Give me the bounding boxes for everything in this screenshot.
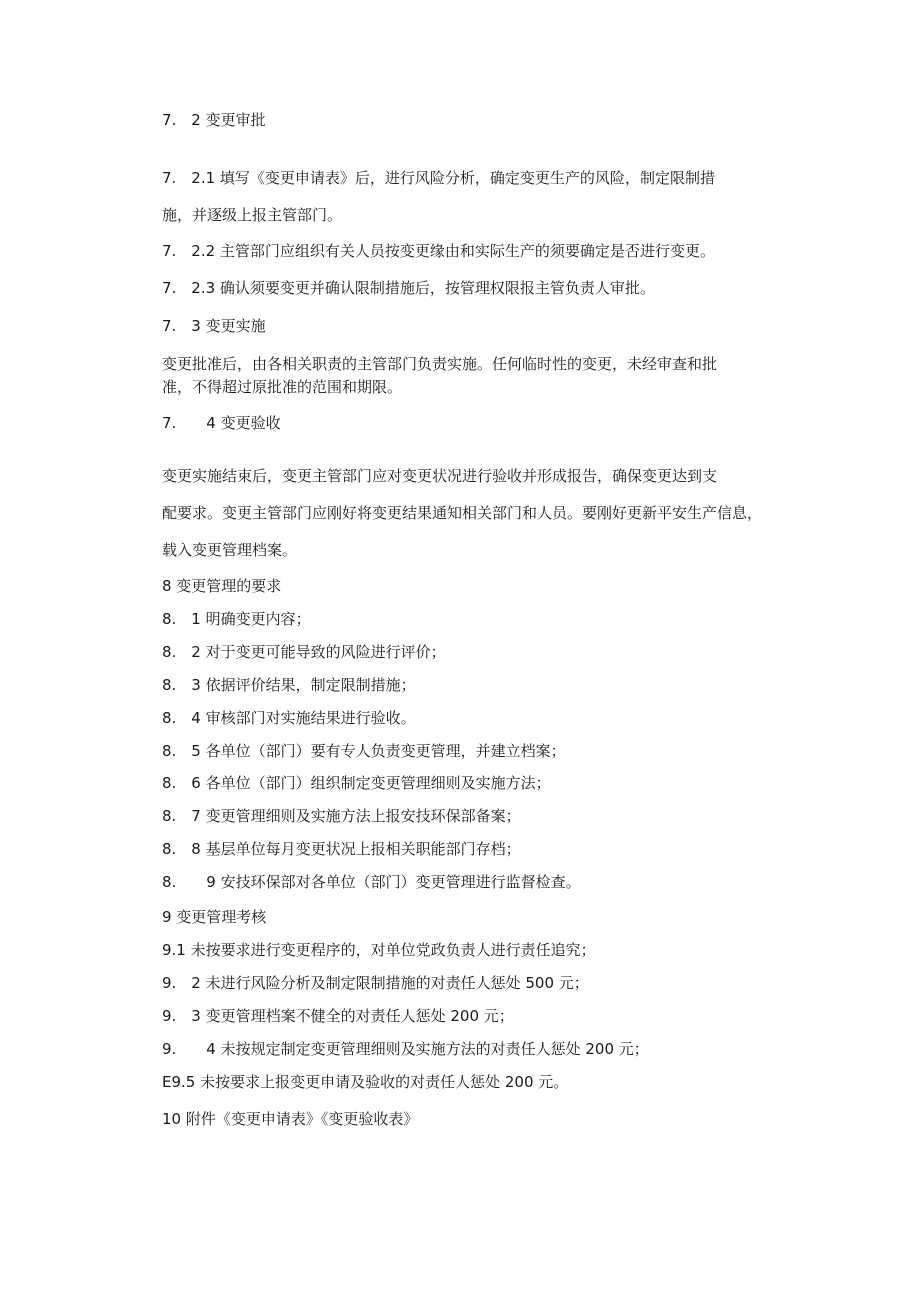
list-item: 8. 5 各单位（部门）要有专人负责变更管理，并建立档案；: [162, 742, 566, 760]
section-7-4-para-line-2: 配要求。变更主管部门应刚好将变更结果通知相关部门和人员。要刚好更新平安生产信息，: [162, 504, 763, 522]
list-item: 8. 7 变更管理细则及实施方法上报安技环保部备案；: [162, 807, 521, 825]
list-item: 8. 8 基层单位每月变更状况上报相关职能部门存档；: [162, 840, 521, 858]
section-7-2-heading: 7. 2 变更审批: [162, 111, 266, 129]
item-7-2-3: 7. 2.3 确认须要变更并确认限制措施后，按管理权限报主管负责人审批。: [162, 279, 655, 297]
list-item: 9. 4 未按规定制定变更管理细则及实施方法的对责任人惩处 200 元；: [162, 1040, 649, 1058]
section-7-3-para-line-1: 变更批准后，由各相关职责的主管部门负责实施。任何临时性的变更，未经审查和批: [162, 355, 718, 373]
item-7-2-1-line-2: 施，并逐级上报主管部门。: [162, 206, 343, 224]
section-7-3-heading: 7. 3 变更实施: [162, 317, 266, 335]
list-item: 9.1 未按要求进行变更程序的，对单位党政负责人进行责任追究；: [162, 941, 596, 959]
section-10-heading: 10 附件《变更申请表》《变更验收表》: [162, 1110, 419, 1128]
item-7-2-1-line-1: 7. 2.1 填写《变更申请表》后，进行风险分析，确定变更生产的风险，制定限制措: [162, 169, 715, 187]
list-item: 8. 2 对于变更可能导致的风险进行评价；: [162, 643, 446, 661]
list-item: 8. 6 各单位（部门）组织制定变更管理细则及实施方法；: [162, 774, 551, 792]
list-item: 8. 3 依据评价结果，制定限制措施；: [162, 676, 416, 694]
list-item: 9. 2 未进行风险分析及制定限制措施的对责任人惩处 500 元；: [162, 974, 589, 992]
list-item: E9.5 未按要求上报变更申请及验收的对责任人惩处 200 元。: [162, 1073, 569, 1091]
list-item: 8. 1 明确变更内容；: [162, 610, 311, 628]
section-8-heading: 8 变更管理的要求: [162, 577, 282, 595]
list-item: 9. 3 变更管理档案不健全的对责任人惩处 200 元；: [162, 1007, 514, 1025]
section-7-4-para-line-3: 载入变更管理档案。: [162, 541, 298, 559]
section-9-heading: 9 变更管理考核: [162, 908, 267, 926]
section-7-4-para-line-1: 变更实施结束后，变更主管部门应对变更状况进行验收并形成报告，确保变更达到支: [162, 467, 718, 485]
list-item: 8. 9 安技环保部对各单位（部门）变更管理进行监督检查。: [162, 873, 581, 891]
list-item: 8. 4 审核部门对实施结果进行验收。: [162, 709, 416, 727]
section-7-3-para-line-2: 准，不得超过原批准的范围和期限。: [162, 378, 403, 396]
section-7-4-heading: 7. 4 变更验收: [162, 414, 281, 432]
item-7-2-2: 7. 2.2 主管部门应组织有关人员按变更缘由和实际生产的须要确定是否进行变更。: [162, 242, 715, 260]
